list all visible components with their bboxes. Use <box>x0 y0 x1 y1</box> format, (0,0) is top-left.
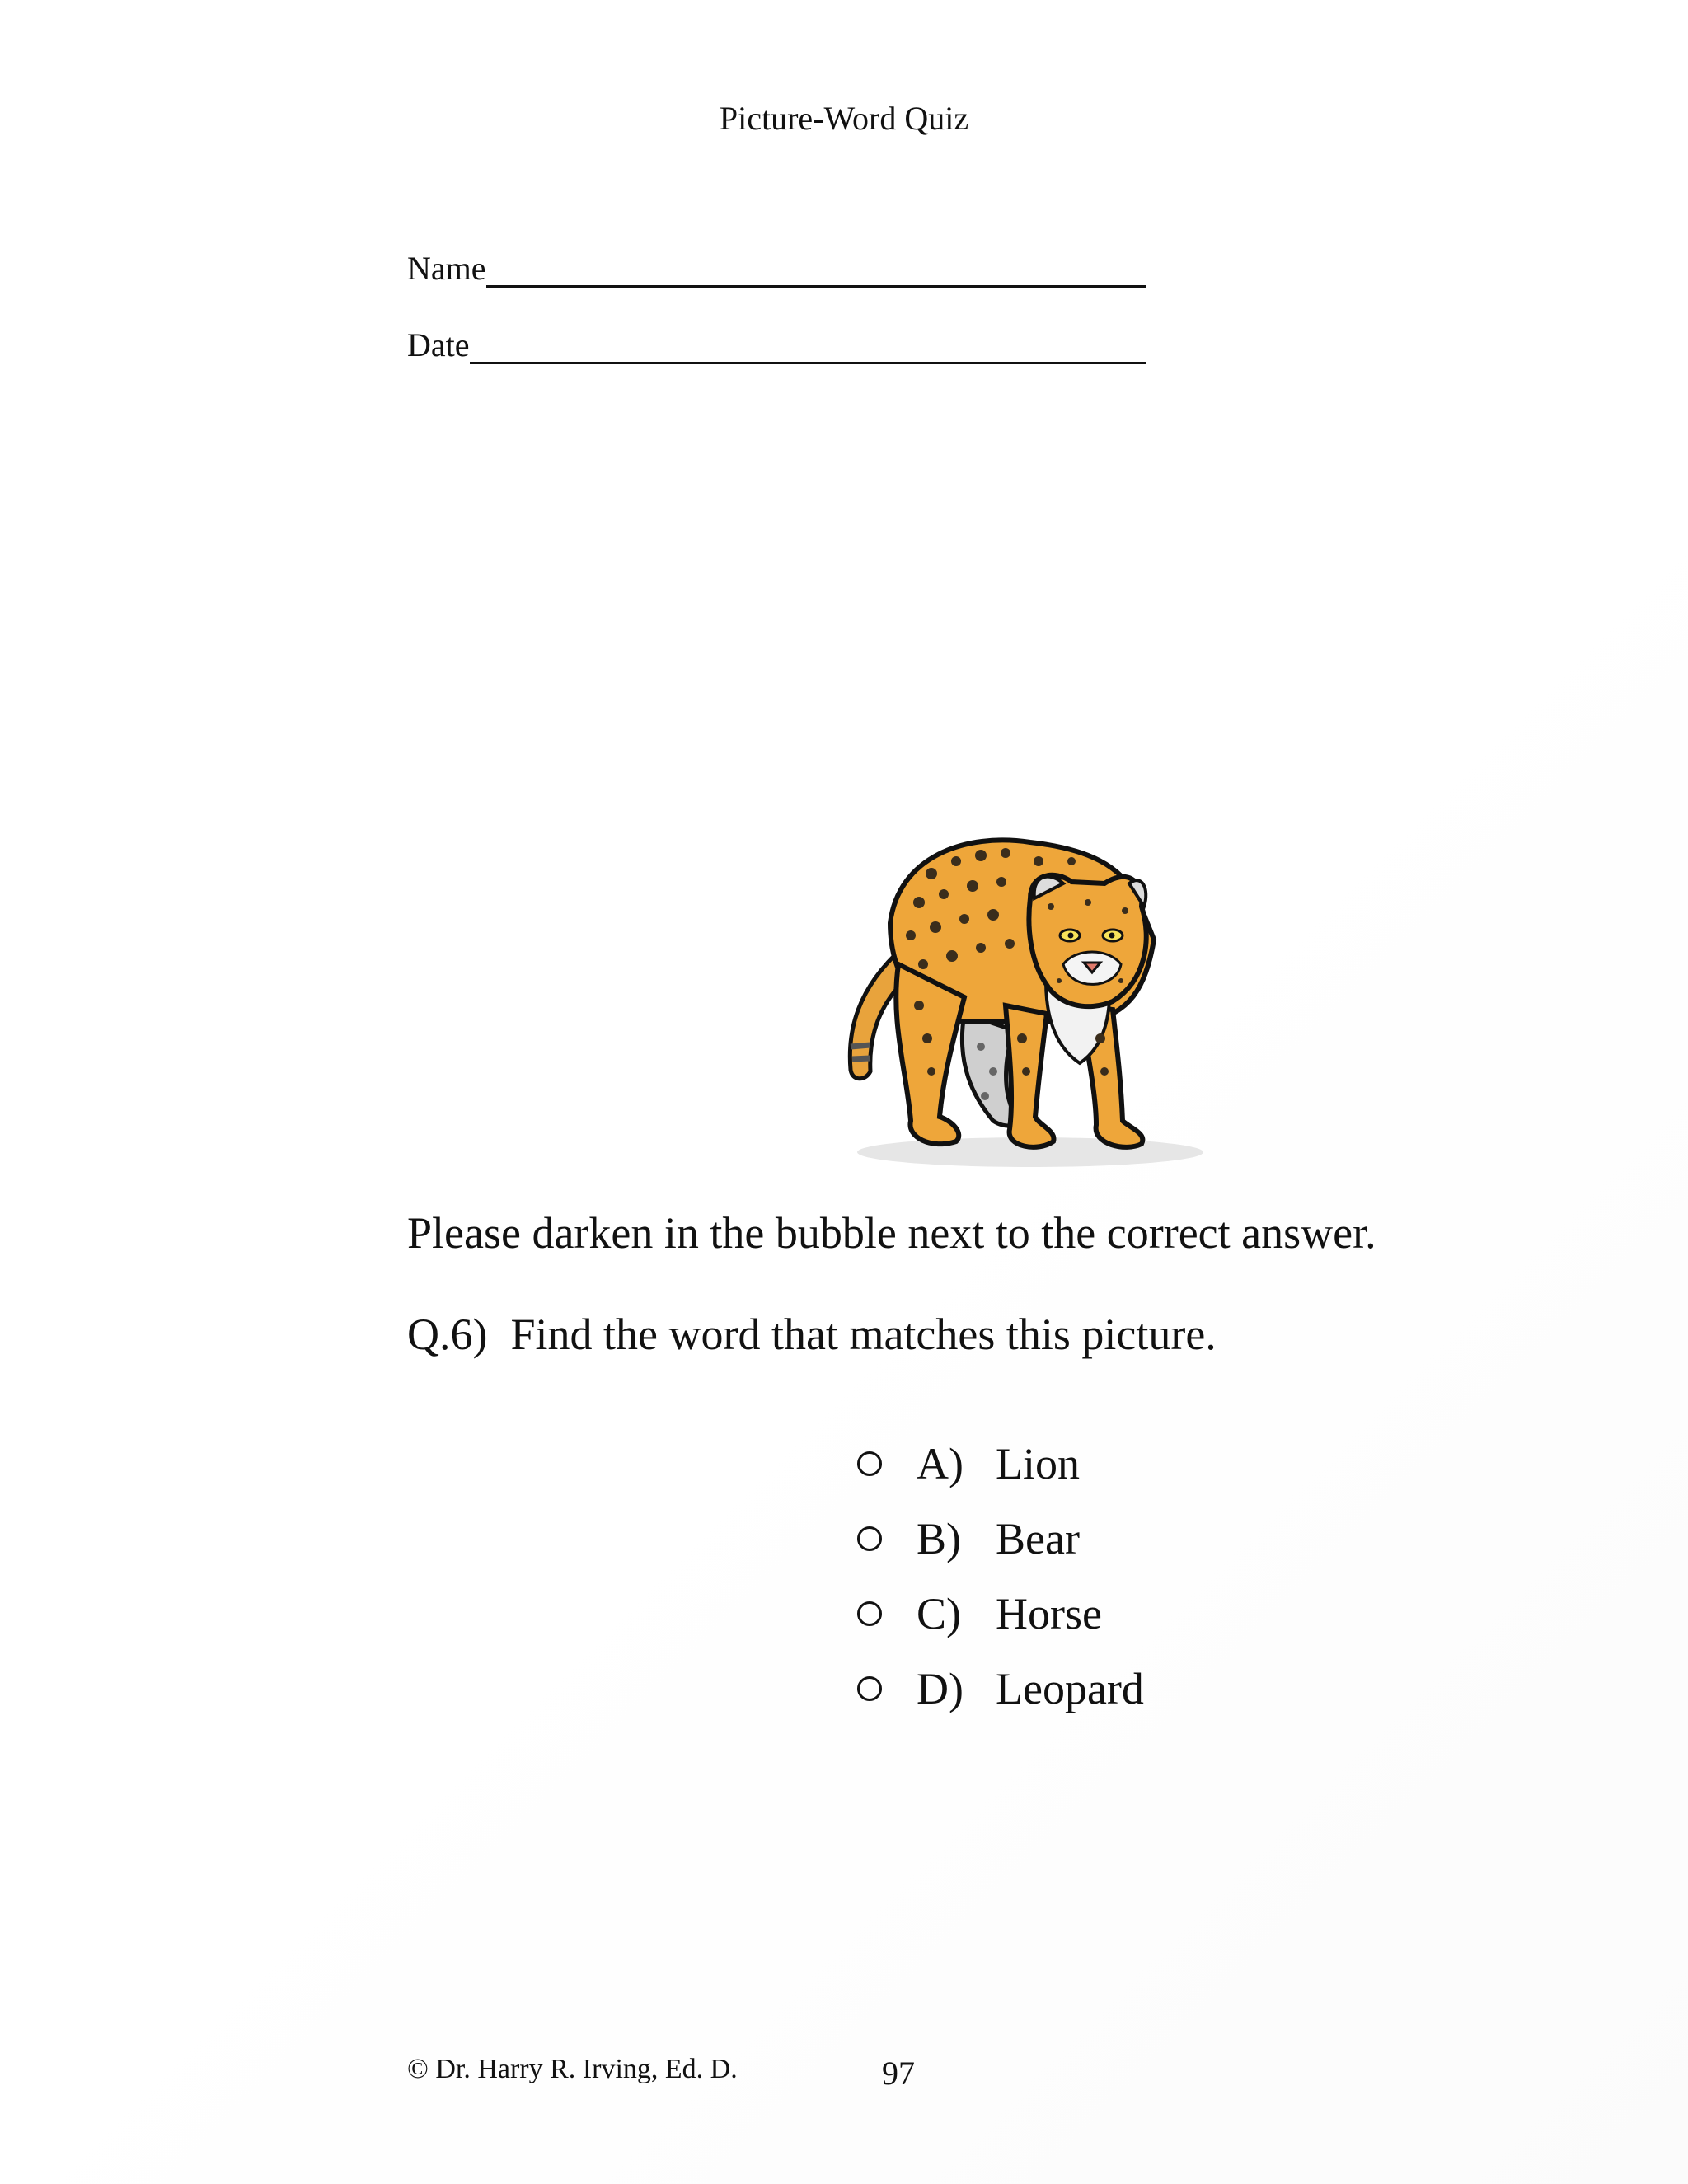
bubble-a[interactable] <box>857 1451 882 1476</box>
option-b[interactable] <box>857 1501 1144 1576</box>
bubble-d[interactable] <box>857 1676 882 1701</box>
page-number: 97 <box>882 2055 915 2092</box>
bubble-b[interactable] <box>857 1526 882 1551</box>
option-label: Bear <box>996 1513 1080 1563</box>
name-line[interactable] <box>486 255 1146 288</box>
option-d[interactable] <box>857 1651 1144 1726</box>
bubble-c[interactable] <box>857 1601 882 1626</box>
answer-options <box>857 1426 1144 1726</box>
date-line[interactable] <box>470 332 1146 364</box>
page-title: Picture-Word Quiz <box>719 100 969 137</box>
name-label: Name <box>407 250 486 287</box>
option-label: Lion <box>996 1438 1080 1488</box>
question <box>407 1309 1217 1360</box>
option-letter: C) <box>917 1588 961 1638</box>
question-number: Q.6) <box>407 1310 488 1359</box>
date-field[interactable] <box>407 326 1146 364</box>
option-label: Horse <box>996 1588 1102 1638</box>
date-label: Date <box>407 326 470 363</box>
option-c[interactable] <box>857 1576 1144 1651</box>
leopard-picture <box>841 824 1203 1179</box>
instructions: Please darken in the bubble next to the correct answer. <box>407 1208 1376 1258</box>
option-letter: D) <box>917 1663 964 1713</box>
option-letter: B) <box>917 1513 961 1563</box>
name-field[interactable] <box>407 249 1146 288</box>
option-a[interactable] <box>857 1426 1144 1501</box>
option-label: Leopard <box>996 1663 1144 1713</box>
question-text: Find the word that matches this picture. <box>510 1310 1217 1359</box>
option-letter: A) <box>917 1438 964 1488</box>
copyright: © Dr. Harry R. Irving, Ed. D. <box>407 2054 738 2084</box>
